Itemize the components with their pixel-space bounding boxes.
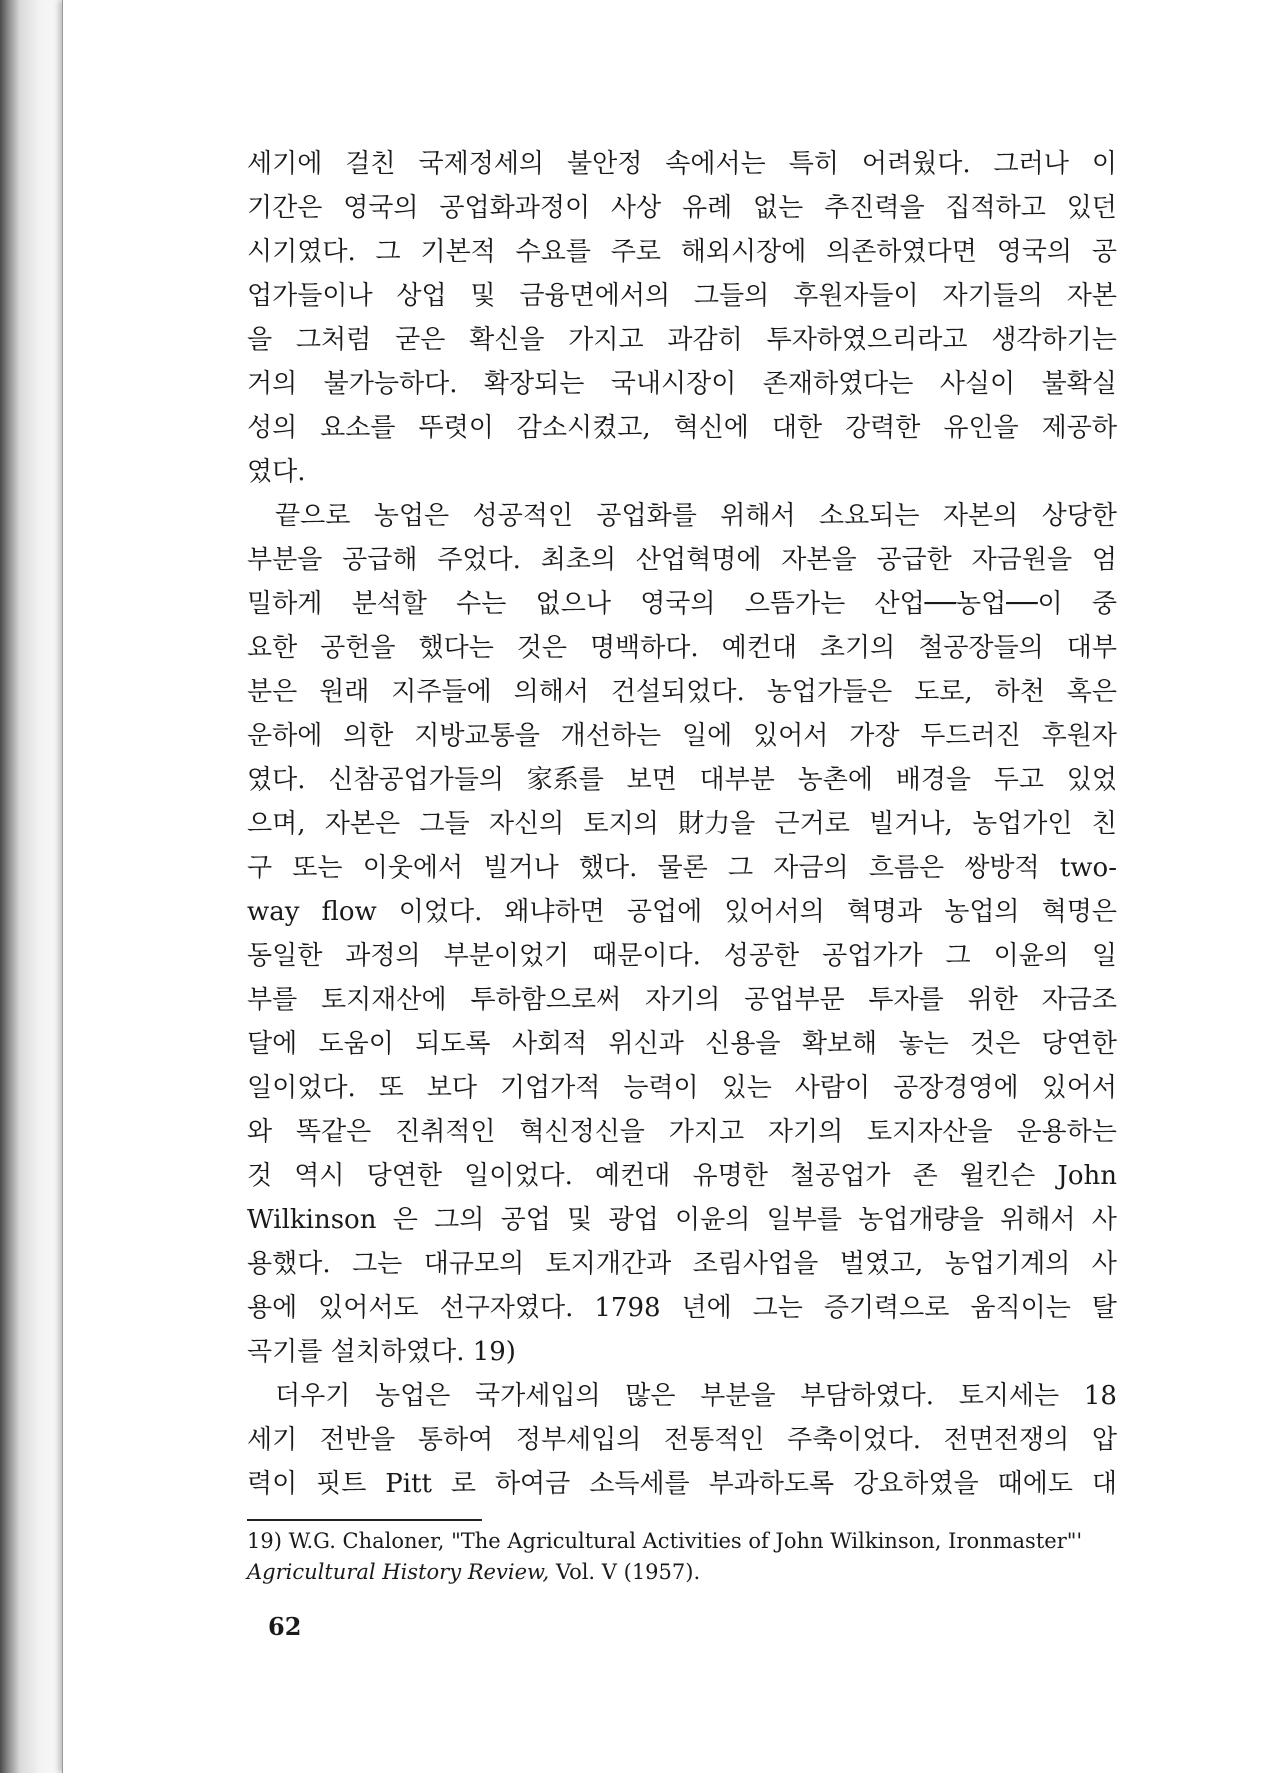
word: 이윤의 (675, 1205, 751, 1235)
word: 철공장들의 (918, 633, 1044, 663)
word: 조림사업을 (692, 1249, 819, 1279)
word: 기본적 (420, 237, 496, 267)
word: 있어서의 (724, 897, 825, 927)
word: 빌거나 (483, 853, 559, 883)
word: 예컨대 (721, 633, 797, 663)
word: Pitt (385, 1469, 432, 1499)
text-line (247, 1022, 1117, 1066)
word: 두고 (993, 765, 1045, 795)
word: 상당한 (1041, 501, 1117, 531)
word: 사 (1091, 1205, 1117, 1235)
word: 움직이는 (970, 1293, 1071, 1323)
word: 으뜸가는 (744, 589, 846, 619)
word: 농업가인 (972, 809, 1073, 839)
word: 것은 (970, 1029, 1021, 1059)
word: 있어서도 (318, 1293, 419, 1323)
text-line (247, 1066, 1117, 1110)
word: 예컨대 (595, 1161, 671, 1191)
body-text (247, 142, 1117, 1506)
word: 공업 (500, 1205, 551, 1235)
word: 제공하 (1041, 413, 1117, 443)
word: 당연한 (366, 1161, 442, 1191)
word: 과감히 (667, 325, 743, 355)
word: 물론 (657, 853, 708, 883)
word: 전반을 (319, 1425, 396, 1455)
word: 농업가들은 (766, 677, 893, 707)
word: 영국의 (640, 589, 716, 619)
word: 확신을 (469, 325, 545, 355)
word: 농업개량을 (858, 1205, 984, 1235)
word: 근거로 (774, 809, 850, 839)
word: 도움이 (318, 1029, 394, 1059)
word: 으며, (247, 809, 306, 839)
word: two- (1059, 853, 1117, 883)
word: 공 (1091, 237, 1117, 267)
word: 공헌을 (320, 633, 396, 663)
word: 왜냐하면 (504, 897, 605, 927)
word: 가지고 (568, 325, 644, 355)
word: 공급한 (876, 545, 952, 575)
word: 대부 (1066, 633, 1117, 663)
word: 운용하는 (1016, 1117, 1117, 1147)
word: 부분이었기 (443, 941, 570, 971)
word: 불가능하다. (323, 369, 458, 399)
word: 국가세입의 (475, 1381, 601, 1411)
word: 사실이 (939, 369, 1016, 399)
word: 신용을 (705, 1029, 781, 1059)
word: 주로 (610, 237, 661, 267)
word: 투자하였으리라고 (766, 325, 968, 355)
word: 존 (912, 1161, 938, 1191)
word: 흐름은 (868, 853, 945, 883)
word: 유례 (681, 193, 733, 223)
word: 대부분 (699, 765, 775, 795)
word: Wilkinson (247, 1205, 377, 1235)
word: 수요를 (515, 237, 591, 267)
text-line (247, 1242, 1117, 1286)
word: 및 (470, 281, 496, 311)
word: 친 (1091, 809, 1117, 839)
word: 유인을 (943, 413, 1019, 443)
word: 압 (1091, 1425, 1117, 1455)
word: 소요되는 (818, 501, 920, 531)
word: 때에도 (997, 1469, 1073, 1499)
text-line (247, 802, 1117, 846)
word: 대한 (771, 413, 823, 443)
word: 시기였다. (247, 237, 356, 267)
word: 운하에 (247, 721, 323, 751)
word: 자본을 (781, 545, 857, 575)
word: 것은 (516, 633, 567, 663)
footnote-volume: Vol. V (1957). (549, 1560, 701, 1584)
word: 그들의 (693, 281, 770, 311)
word: 토지의 (583, 809, 659, 839)
word: 후원자 (1041, 721, 1117, 751)
word: 자신의 (488, 809, 565, 839)
footnote-journal (247, 1557, 1127, 1588)
word: 자기들의 (942, 281, 1043, 311)
word: 이윤의 (993, 941, 1069, 971)
word: 공업에 (626, 897, 703, 927)
footnote-citation: 19) W.G. Chaloner, "The Agricultural Activities of John Wilkinson, Ironmaster"' (247, 1529, 1083, 1553)
word: 배경을 (895, 765, 972, 795)
text-line (247, 626, 1117, 670)
word: 또는 (292, 853, 343, 883)
word: 후원자들이 (793, 281, 919, 311)
word: 능력이 (623, 1073, 699, 1103)
word: 세기 (247, 1425, 298, 1455)
paragraph-first-line (247, 1374, 1117, 1418)
word: 통하여 (417, 1425, 494, 1455)
word: 은 (392, 1205, 418, 1235)
word: 혁신에 (673, 413, 749, 443)
word: 분은 (247, 677, 298, 707)
word: 공업가가 (822, 941, 923, 971)
word: 최초의 (540, 545, 617, 575)
word: 전통적인 (664, 1425, 765, 1455)
word: 자본의 (942, 501, 1019, 531)
word: 와 (247, 1117, 273, 1147)
word: 성공한 (723, 941, 800, 971)
word: 자본은 (324, 809, 401, 839)
text-line (247, 142, 1117, 186)
word: 달에 (247, 1029, 298, 1059)
word: 많은 (625, 1381, 676, 1411)
word: 토지개간과 (545, 1249, 672, 1279)
word: 철공업가 (790, 1161, 891, 1191)
word: 있던 (1066, 193, 1117, 223)
text-line (247, 1418, 1117, 1462)
word: 사 (1091, 1249, 1117, 1279)
word: 하천 (994, 677, 1045, 707)
word: 똑같은 (295, 1117, 372, 1147)
word: 보면 (626, 765, 677, 795)
word: 혹은 (1066, 677, 1117, 707)
word: 놓는 (898, 1029, 949, 1059)
word: 선구자였다. (439, 1293, 574, 1323)
word: 로 (450, 1469, 477, 1499)
word: 財力을 (678, 809, 756, 839)
text-line (247, 670, 1117, 714)
word: 업가들이나 (247, 281, 373, 311)
word: 진취적인 (395, 1117, 496, 1147)
footnote-journal-title: Agricultural History Review, (247, 1560, 550, 1584)
word: 자본 (1066, 281, 1117, 311)
text-line (247, 1462, 1117, 1506)
word: 것 (247, 1161, 273, 1191)
word: 없는 (753, 193, 804, 223)
word: 생각하기는 (991, 325, 1117, 355)
text-line (247, 186, 1117, 230)
word: 끝으로 (275, 501, 351, 531)
word: 강력한 (845, 413, 921, 443)
text-line: 곡기를 설치하였다. 19) (247, 1337, 516, 1367)
word: 공급해 (342, 545, 418, 575)
word: 수는 (456, 589, 507, 619)
word: 산업혁명에 (635, 545, 762, 575)
word: 농업기계의 (944, 1249, 1071, 1279)
word: 부분을 (247, 545, 323, 575)
word: 분석할 (351, 589, 427, 619)
text-line (247, 362, 1117, 406)
word: 그 (945, 941, 971, 971)
word: 개선하는 (560, 721, 662, 751)
word: 사회적 (511, 1029, 588, 1059)
word: 있어서 (753, 721, 829, 751)
word: 의해서 (513, 677, 590, 707)
word: 그들 (419, 809, 470, 839)
word: 역시 (294, 1161, 345, 1191)
word: 자금조 (1041, 985, 1117, 1015)
word: 일이었다. (247, 1073, 356, 1103)
word: 가장 (849, 721, 900, 751)
word: 기간은 (247, 193, 323, 223)
word: 확장되는 (483, 369, 585, 399)
text-line: 였다. (247, 457, 306, 487)
word: 금융면에서의 (519, 281, 671, 311)
word: 혁신정신을 (519, 1117, 645, 1147)
word: 보다 (426, 1073, 477, 1103)
word: 정부세입의 (515, 1425, 642, 1455)
text-line (247, 318, 1117, 362)
text-line (247, 538, 1117, 582)
word: 핏트 (316, 1469, 367, 1499)
word: 불안정 (567, 149, 643, 179)
word: 사상 (610, 193, 662, 223)
word: 존재하였다는 (762, 369, 914, 399)
word: 굳은 (395, 325, 446, 355)
word: 없으나 (535, 589, 611, 619)
word: 뚜렷이 (418, 413, 494, 443)
word: way (247, 897, 300, 927)
word: 가지고 (668, 1117, 745, 1147)
word: 걸친 (345, 149, 396, 179)
word: 농업의 (944, 897, 1020, 927)
word: 년에 (681, 1293, 732, 1323)
word: 이었다. (398, 897, 483, 927)
text-line (247, 714, 1117, 758)
word: 원래 (319, 677, 370, 707)
word: 일이었다. (464, 1161, 573, 1191)
word: 그는 (352, 1249, 403, 1279)
word: 추진력을 (824, 193, 925, 223)
word: 자기의 (644, 985, 721, 1015)
word: 공장경영에 (893, 1073, 1019, 1103)
word: 부를 (247, 985, 298, 1015)
word: 두드러진 (920, 721, 1021, 751)
word: 위해서 (1000, 1205, 1076, 1235)
word: 토지자산을 (867, 1117, 993, 1147)
word: 이 (1091, 149, 1117, 179)
word: 공업화를 (596, 501, 697, 531)
word: 공업부문 (744, 985, 845, 1015)
word: 속에서는 (665, 149, 766, 179)
word: 윌킨슨 (959, 1161, 1036, 1191)
word: 있었 (1066, 765, 1117, 795)
word: 강요하였을 (853, 1469, 979, 1499)
word: 특히 (788, 149, 839, 179)
word: 의존하였다면 (826, 237, 977, 267)
word: 농업은 (373, 501, 450, 531)
word: 영국의 (996, 237, 1073, 267)
word: 1798 (594, 1293, 661, 1323)
text-line (247, 934, 1117, 978)
word: 일에 (681, 721, 733, 751)
word: 그처럼 (295, 325, 372, 355)
word: 그 (375, 237, 401, 267)
text-line (247, 1286, 1117, 1330)
word: 투자를 (868, 985, 944, 1015)
word: 밀하게 (247, 589, 323, 619)
footnote (247, 1526, 1127, 1588)
word: 그의 (434, 1205, 485, 1235)
word: 소득세를 (589, 1469, 690, 1499)
word: 동일한 (247, 941, 323, 971)
text-line (247, 1154, 1117, 1198)
word: 일 (1091, 941, 1117, 971)
word: 건설되었다. (610, 677, 745, 707)
text-line (247, 890, 1117, 934)
word: 탈 (1091, 1293, 1117, 1323)
word: 요한 (247, 633, 298, 663)
word: 요소를 (320, 413, 396, 443)
word: 혁명은 (1041, 897, 1117, 927)
word: 부과하도록 (708, 1469, 835, 1499)
word: 집적하고 (945, 193, 1046, 223)
word: 도로, (914, 677, 973, 707)
word: 어려웠다. (861, 149, 971, 179)
text-line (247, 1198, 1117, 1242)
word: 토지재산에 (321, 985, 447, 1015)
text-line (247, 582, 1117, 626)
text-line (247, 978, 1117, 1022)
word: 벌였고, (839, 1249, 924, 1279)
word: 의한 (343, 721, 394, 751)
word: 농업은 (375, 1381, 451, 1411)
word: 당연한 (1041, 1029, 1117, 1059)
word: 투하함으로써 (470, 985, 622, 1015)
word: 그는 (752, 1293, 803, 1323)
word: 상업 (396, 281, 447, 311)
word: 거의 (247, 369, 298, 399)
text-line (247, 1110, 1117, 1154)
word: flow (321, 897, 377, 927)
word: 증기력으로 (823, 1293, 950, 1323)
text-line (247, 406, 1117, 450)
word: 또 (378, 1073, 404, 1103)
word: 했다. (578, 853, 638, 883)
word: 신참공업가들의 (328, 765, 505, 795)
word: 부담하였다. (800, 1381, 935, 1411)
word: 전면전쟁의 (943, 1425, 1070, 1455)
word: 대규모의 (423, 1249, 525, 1279)
word: 있어서 (1041, 1073, 1117, 1103)
word: 지방교통을 (414, 721, 540, 751)
word: 토지세는 (958, 1381, 1060, 1411)
word: 했다는 (418, 633, 494, 663)
word: 세기에 (247, 149, 323, 179)
word: 력이 (247, 1469, 298, 1499)
word: 일부를 (766, 1205, 842, 1235)
word: 빌거나, (869, 809, 953, 839)
word: 중 (1091, 589, 1117, 619)
word: 그러나 (993, 149, 1069, 179)
word: 대 (1091, 1469, 1117, 1499)
word: 18 (1083, 1381, 1117, 1411)
word: 쌍방적 (964, 853, 1040, 883)
word: 광업 (608, 1205, 659, 1235)
paragraph-first-line (247, 494, 1117, 538)
word: 때문이다. (592, 941, 701, 971)
word: 을 (247, 325, 273, 355)
word: 위신과 (608, 1029, 684, 1059)
word: 기업가적 (499, 1073, 601, 1103)
word: 혁명과 (846, 897, 923, 927)
word: John (1057, 1161, 1117, 1191)
word: 부분을 (700, 1381, 776, 1411)
word: 위한 (967, 985, 1018, 1015)
word: 家系를 (526, 765, 604, 795)
word: 농촌에 (797, 765, 873, 795)
word: 지주들에 (391, 677, 492, 707)
word: 국제정세의 (418, 149, 545, 179)
text-line (247, 274, 1117, 318)
word: 용했다. (247, 1249, 331, 1279)
word: 확보해 (801, 1029, 878, 1059)
word: 자금의 (773, 853, 849, 883)
word: 영국의 (343, 193, 419, 223)
word: 였다. (247, 765, 306, 795)
word: 명백하다. (589, 633, 699, 663)
word: 공업화과정이 (439, 193, 591, 223)
word: 그 (727, 853, 754, 883)
word: 과정의 (345, 941, 421, 971)
word: 용에 (247, 1293, 298, 1323)
word: 국내시장이 (610, 369, 737, 399)
word: 되도록 (415, 1029, 491, 1059)
text-line (247, 758, 1117, 802)
word: 있는 (721, 1073, 772, 1103)
text-line (247, 230, 1117, 274)
word: 및 (567, 1205, 593, 1235)
word: 산업──농업──이 (874, 589, 1063, 619)
word: 성공적인 (472, 501, 573, 531)
word: 성의 (247, 413, 298, 443)
word: 하여금 (494, 1469, 571, 1499)
footnote-divider (247, 1519, 482, 1521)
text-line (247, 846, 1117, 890)
word: 주축이었다. (787, 1425, 921, 1455)
word: 더우기 (275, 1381, 351, 1411)
word: 사람이 (794, 1073, 871, 1103)
word: 불확실 (1041, 369, 1117, 399)
word: 위해서 (720, 501, 796, 531)
word: 엄 (1091, 545, 1117, 575)
word: 해외시장에 (680, 237, 807, 267)
word: 이웃에서 (362, 853, 464, 883)
word: 감소시켰고, (516, 413, 651, 443)
word: 유명한 (692, 1161, 768, 1191)
word: 자금원을 (971, 545, 1073, 575)
word: 초기의 (819, 633, 896, 663)
word: 자기의 (767, 1117, 844, 1147)
page-number: 62 (268, 1612, 302, 1641)
word: 구 (247, 853, 273, 883)
word: 주었다. (437, 545, 521, 575)
